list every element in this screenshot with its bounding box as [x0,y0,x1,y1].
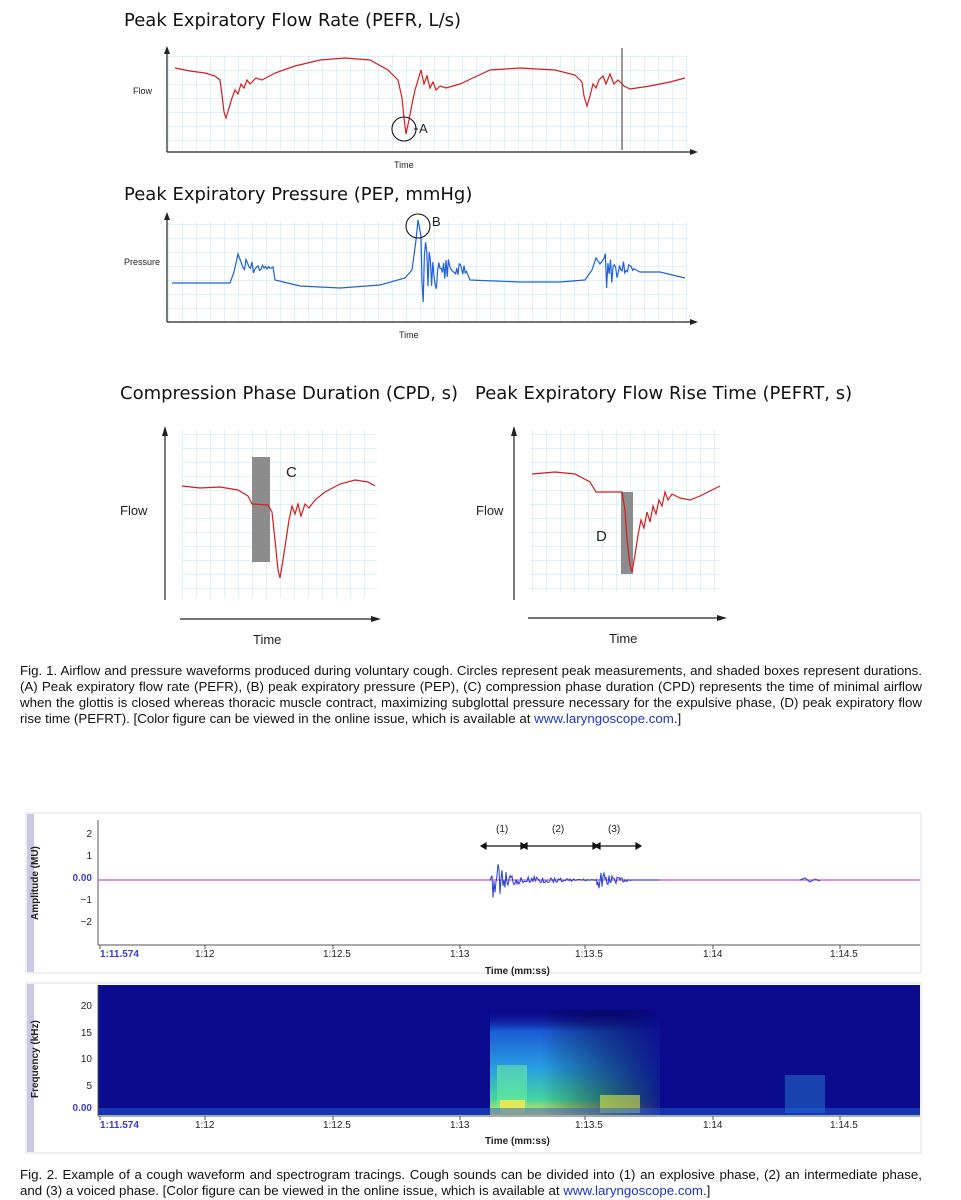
cpd-grid [182,430,377,598]
freq-tick-label: 5 [86,1081,92,1092]
spectrogram-panel [26,983,921,1153]
time-tick-label: 1:12.5 [323,949,351,960]
time-tick-label: 1:11.574 [100,1120,139,1131]
pefr-panel [164,46,698,155]
phase-label-1: (1) [496,824,509,835]
marker-c-label: C [286,464,297,481]
time-tick-label: 1:13 [450,1120,470,1131]
time-tick-label: 1:13 [450,949,470,960]
pefr-y-label: Flow [133,86,153,96]
amp-tick-label: −1 [80,895,92,906]
time-tick-label: 1:11.574 [100,949,139,960]
cough-waveform [490,864,660,897]
figure1-caption: Fig. 1. Airflow and pressure waveforms produced during voluntary cough. Circles represent peak measurements, and shaded boxes represent durations. (A) Peak expiratory flow rate (PEFR), (B) peak expiratory pressure (PEP), (C) compression phase duration (CPD) represents the time of minimal airflow when the glottis is closed whereas thoracic muscle contract, maximizing subglottal pressure necessary for the expulsive phase, (D) peak expiratory flow rise time (PEFRT). [Color figure can be viewed in the online issue, which is available at www.laryngoscope.com.] [20,663,922,726]
amp-tick-label: 1 [86,851,92,862]
time-tick-label: 1:14.5 [830,1120,858,1131]
time-tick-label: 1:14 [703,949,723,960]
cpd-panel [162,426,381,622]
pep-x-label: Time [399,330,419,340]
figure1-caption-link[interactable]: www.laryngoscope.com [534,711,674,726]
pefr-x-label: Time [394,160,414,170]
wave-x-label: Time (mm:ss) [485,966,550,977]
amp-tick-label: 2 [86,829,92,840]
time-tick-label: 1:14.5 [830,949,858,960]
amp-tick-label: −2 [80,917,92,928]
pefrt-x-label: Time [609,631,638,646]
cpd-title: Compression Phase Duration (CPD, s) [120,383,459,404]
time-tick-label: 1:12.5 [323,1120,351,1131]
freq-tick-label: 15 [80,1028,92,1039]
time-tick-label: 1:12 [195,949,215,960]
cpd-shaded-box [252,457,270,562]
spectro-x-label: Time (mm:ss) [485,1136,550,1147]
time-tick-label: 1:13.5 [575,1120,603,1131]
figure2-caption: Fig. 2. Example of a cough waveform and spectrogram tracings. Cough sounds can be divided into (1) an explosive phase, (2) an intermediate phase, and (3) a voiced phase. [Color figure can be viewed in the online issue, which is available at www.laryngoscope.com.] [20,1167,922,1198]
pep-title: Peak Expiratory Pressure (PEP, mmHg) [124,184,473,205]
freq-tick-label: 10 [80,1054,92,1065]
phase-arrows [481,843,641,849]
marker-d-label: D [596,528,607,545]
phase-label-3: (3) [608,824,621,835]
amp-tick-label: 0.00 [72,873,92,884]
cpd-x-label: Time [253,632,282,647]
phase-label-2: (2) [552,824,565,835]
figure2-caption-link[interactable]: www.laryngoscope.com [563,1183,703,1198]
pep-panel [164,212,698,325]
time-tick-label: 1:12 [195,1120,215,1131]
pefrt-panel [511,426,727,621]
pefr-title: Peak Expiratory Flow Rate (PEFR, L/s) [124,10,462,31]
marker-b-label: B [432,214,441,229]
freq-tick-label: 0.00 [72,1103,92,1114]
time-tick-label: 1:13.5 [575,949,603,960]
pefrt-y-label: Flow [476,503,504,518]
time-tick-label: 1:14 [703,1120,723,1131]
pefrt-title: Peak Expiratory Flow Rise Time (PEFRT, s) [475,383,853,404]
waveform-panel [26,813,921,973]
cpd-y-label: Flow [120,503,148,518]
pep-y-label: Pressure [124,257,161,267]
freq-y-label: Frequency (kHz) [30,1020,41,1098]
freq-tick-label: 20 [80,1001,92,1012]
amp-y-label: Amplitude (MU) [30,846,41,920]
marker-a-label: A [419,121,428,136]
